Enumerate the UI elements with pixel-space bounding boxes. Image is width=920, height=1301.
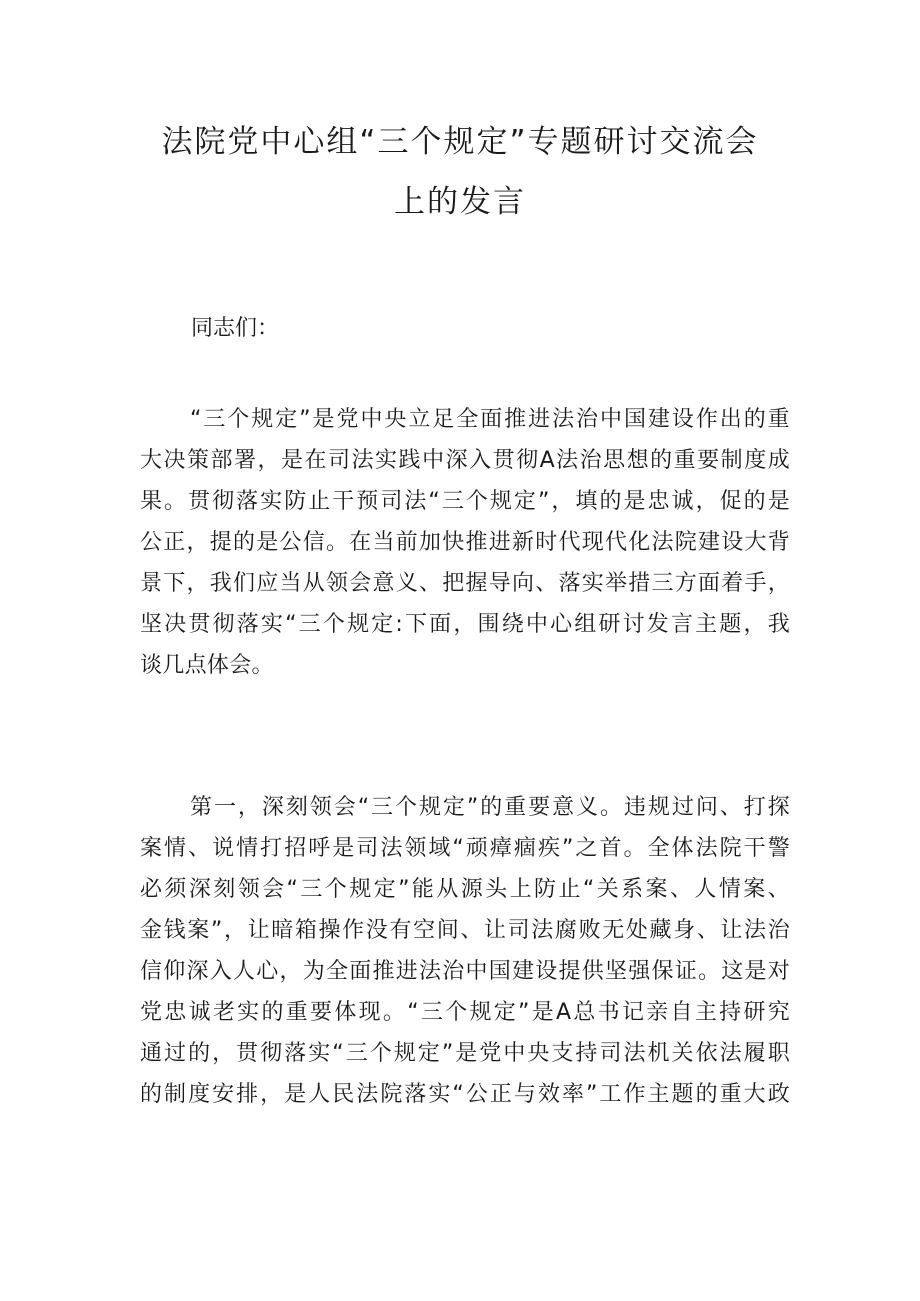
paragraph-line: 谈几点体会。 xyxy=(140,653,274,678)
document-title-line-1: 法院党中心组“三个规定”专题研讨交流会 xyxy=(161,124,759,160)
paragraph-line: 大决策部署，是在司法实践中深入贯彻A法治思想的重要制度成 xyxy=(140,448,790,473)
paragraph-line: 果。贯彻落实防止干预司法“三个规定”，填的是忠诚，促的是 xyxy=(140,489,790,514)
paragraph-line: “三个规定”是党中央立足全面推进法治中国建设作出的重 xyxy=(190,407,790,432)
paragraph-line: 公正，提的是公信。在当前加快推进新时代现代化法院建设大背 xyxy=(140,530,790,555)
salutation: 同志们： xyxy=(191,316,280,341)
paragraph-line: 通过的，贯彻落实“三个规定”是党中央支持司法机关依法履职 xyxy=(140,1041,790,1066)
paragraph-line: 必须深刻领会“三个规定”能从源头上防止“关系案、人情案、 xyxy=(140,877,790,902)
paragraph-line: 党忠诚老实的重要体现。“三个规定”是A总书记亲自主持研究 xyxy=(140,1000,790,1025)
paragraph-line: 景下，我们应当从领会意义、把握导向、落实举措三方面着手， xyxy=(140,571,790,596)
paragraph-line: 第一，深刻领会“三个规定”的重要意义。违规过问、打探 xyxy=(190,795,790,820)
paragraph-line: 案情、说情打招呼是司法领域“顽瘴痼疾”之首。全体法院干警 xyxy=(140,836,790,861)
paragraph-line: 金钱案”，让暗箱操作没有空间、让司法腐败无处藏身、让法治 xyxy=(140,918,790,943)
paragraph-line: 坚决贯彻落实“三个规定:下面，围绕中心组研讨发言主题，我 xyxy=(140,612,790,637)
paragraph-line: 信仰深入人心，为全面推进法治中国建设提供坚强保证。这是对 xyxy=(140,959,790,984)
paragraph-2 xyxy=(140,787,790,1115)
paragraph-line: 的制度安排，是人民法院落实“公正与效率”工作主题的重大政 xyxy=(140,1082,790,1107)
document-title-line-2: 上的发言 xyxy=(394,184,526,220)
paragraph-1 xyxy=(140,399,790,686)
